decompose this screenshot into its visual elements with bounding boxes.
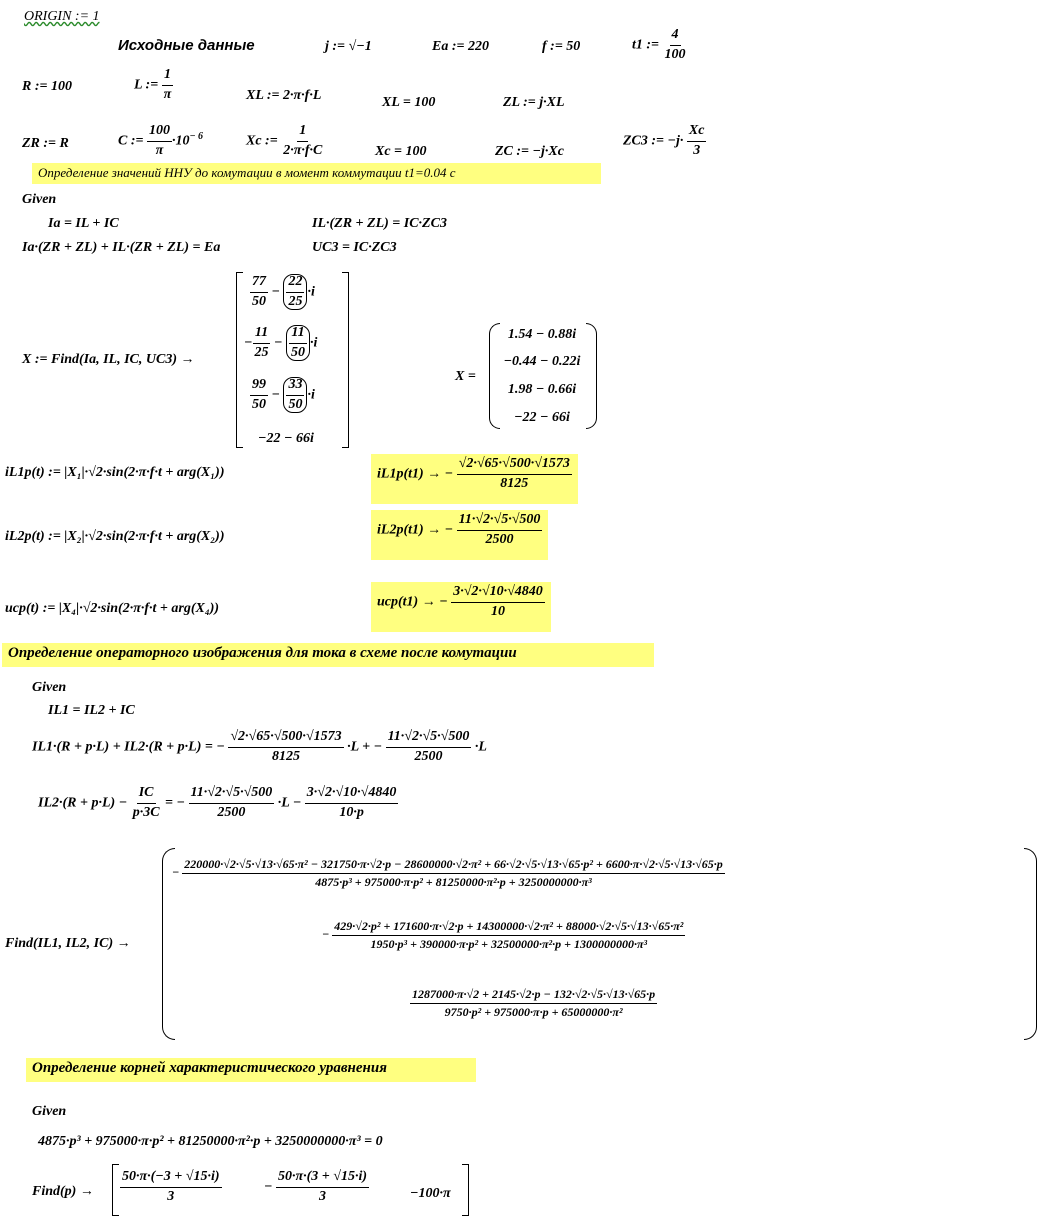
heading-characteristic-roots: Определение корней характеристического уравнения <box>26 1058 476 1082</box>
def-il1p: iL1p(t) := |X₁|·√2·sin(2·π·f·t + arg(X₁)) <box>5 465 225 480</box>
def-zc: ZC := −j·Xc <box>495 144 564 159</box>
find-currents-row-3: $\frac{1287000\cdot\pi\cdot√2 + 2145\cdot√2\cdot p - 132\cdot√2\cdot√5\cdot√13\cdot√65\cdot p}{\text{9750·p² + 975000·π·p + 65000000·π²}}$ <box>412 987 656 1019</box>
find-p-lhs: Find(p) → <box>32 1184 94 1199</box>
x-numeric-paren-right <box>586 323 597 429</box>
given1-eq1: Ia = IL + IC <box>48 216 119 231</box>
find-currents-row-2: − 429·√2·p² + 171600·π·√2·p + 14300000·√2·π² + 88000·√2·√5·√13·√65·π² 1950·p³ + 390000·π·p² + 32500000·π²·p + 1300000000·π³ <box>322 919 684 951</box>
find-x-bracket-right <box>342 272 349 448</box>
def-l: L := $\frac{1}{\pi}$ <box>134 67 172 102</box>
find-currents-row-1: − 220000·√2·√5·√13·√65·π² − 321750·π·√2·p − 28600000·√2·π² + 66·√2·√5·√13·√65·p² + 6600·π·√2·√5·√13·√65·p 4875·p³ + 975000·π·p² + 81250000·π²·p + 3250000000·π³ <box>172 857 723 889</box>
def-xl: XL := 2·π·f·L <box>246 88 322 103</box>
value-xl: XL = 100 <box>382 95 436 110</box>
def-il2p: iL2p(t) := |X₂|·√2·sin(2·π·f·t + arg(X₂)) <box>5 529 225 544</box>
def-r: R := 100 <box>22 79 72 94</box>
origin-statement: ORIGIN := 1 <box>24 9 100 24</box>
result-il1p: iL1p(t1) → − $\frac{√2\cdot√65\cdot√500\cdot√1573}{8125}$ <box>371 454 578 504</box>
def-ucp: ucp(t) := |X₄|·√2·sin(2·π·f·t + arg(X₄)) <box>5 601 220 616</box>
root-1: $\frac{50\cdot\pi\cdot(-3 + √15\cdot i)}{3}$ <box>122 1169 220 1204</box>
given1-eq2: IL·(ZR + ZL) = IC·ZC3 <box>312 216 447 231</box>
given2-eq2: IL1·(R + p·L) + IL2·(R + p·L) = − $\frac{√2\cdot√65\cdot√500\cdot√1573}{8125}$ ·L + − $\frac{11\cdot√2\cdot√5\cdot√500}{2500}$ ·L <box>32 729 487 764</box>
find-currents-paren-right <box>1024 848 1037 1040</box>
find-x-row-3: $\frac{99}{50}$ − $\frac{33}{50}$ ·i <box>252 377 315 412</box>
def-j: j := √−1 <box>325 39 372 54</box>
find-x-row-2: − $\frac{11}{25}$ − $\frac{11}{50}$ ·i <box>244 325 318 360</box>
initial-data-title: Исходные данные <box>118 37 255 54</box>
find-x-row-4: −22 − 66i <box>258 431 314 446</box>
def-f: f := 50 <box>542 39 581 54</box>
find-x-bracket-left <box>236 272 243 448</box>
def-zr: ZR := R <box>22 136 69 151</box>
x-numeric-1: 1.54 − 0.88i <box>507 327 577 342</box>
find-currents-lhs: Find(IL1, IL2, IC) → <box>5 936 131 951</box>
given-label-3: Given <box>32 1104 67 1119</box>
given-label-2: Given <box>32 680 67 695</box>
result-ucp: ucp(t1) → − $\frac{3\cdot√2\cdot√10\cdot√4840}{10}$ <box>371 582 551 632</box>
find-p-bracket-left <box>112 1164 119 1216</box>
def-ea: Ea := 220 <box>432 39 489 54</box>
x-numeric-3: 1.98 − 0.66i <box>507 382 577 397</box>
root-3: −100·π <box>410 1186 451 1201</box>
x-numeric-2: −0.44 − 0.22i <box>503 354 581 369</box>
def-xc: Xc := $\frac{1}{2\cdot\pi\cdot f\cdot C}$ <box>246 123 323 158</box>
def-zl: ZL := j·XL <box>503 95 565 110</box>
characteristic-equation: 4875·p³ + 975000·π·p² + 81250000·π²·p + 3250000000·π³ = 0 <box>38 1134 383 1149</box>
def-c: C := $\frac{100}{\pi}$ $\cdot 10^{- 6}$ <box>118 123 204 158</box>
x-numeric-4: −22 − 66i <box>514 410 570 425</box>
find-x-row-1: $\frac{77}{50}$ − $\frac{22}{25}$ ·i <box>252 274 315 309</box>
given1-eq4: UC3 = IC·ZC3 <box>312 240 397 255</box>
result-il2p: iL2p(t1) → − $\frac{11\cdot√2\cdot√5\cdot√500}{2500}$ <box>371 510 548 560</box>
x-numeric-lhs: X = <box>455 369 476 384</box>
root-2: − $\frac{50\cdot\pi\cdot(3 + √15\cdot i)}{3}$ <box>264 1169 368 1204</box>
given2-eq3: IL2·(R + p·L) − $\frac{IC}{p\cdot 3C}$ = − $\frac{11\cdot√2\cdot√5\cdot√500}{2500}$ ·L − $\frac{3\cdot√2\cdot√10\cdot√4840}{10\cdot p}$ <box>38 785 397 820</box>
value-xc: Xc = 100 <box>375 144 427 159</box>
given1-eq3: Ia·(ZR + ZL) + IL·(ZR + ZL) = Ea <box>22 240 221 255</box>
def-zc3: ZC3 := −j· $\frac{Xc}{3}$ <box>623 123 705 158</box>
find-x-lhs: X := Find(Ia, IL, IC, UC3) → <box>22 352 195 367</box>
def-t1: t1 := $\frac{4}{100}$ <box>632 27 686 62</box>
heading-initial-conditions: Определение значений ННУ до комутации в момент коммутации t1=0.04 с <box>32 163 601 184</box>
heading-operator-image: Определение операторного изображения для тока в схеме после комутации <box>2 643 654 667</box>
given-label-1: Given <box>22 192 57 207</box>
given2-eq1: IL1 = IL2 + IC <box>48 703 135 718</box>
find-p-bracket-right <box>462 1164 469 1216</box>
